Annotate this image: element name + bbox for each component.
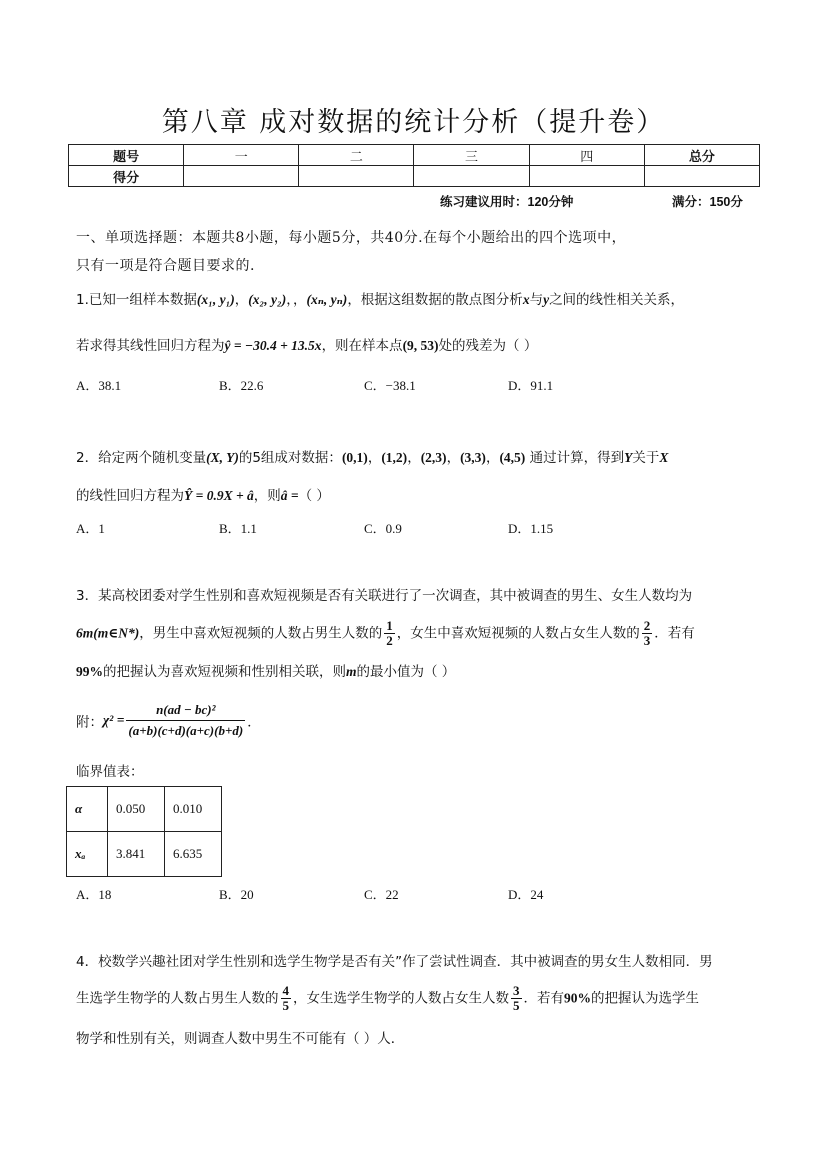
- q2-point: (1,2): [381, 450, 408, 465]
- q1-text: ，则在样本点: [321, 338, 403, 354]
- score-cell: [184, 166, 299, 187]
- q3-appendix: [76, 700, 261, 741]
- q1-math: (xₙ, yₙ): [306, 292, 348, 307]
- q1-line-1: [76, 288, 684, 308]
- q3-text: 的最小值为（ ）: [356, 664, 456, 680]
- q3-line-3: [76, 660, 455, 680]
- crit-value: 0.050: [108, 787, 165, 832]
- q2-option-a[interactable]: A．1: [76, 521, 105, 536]
- q2-math: (X, Y): [206, 450, 239, 465]
- q1-option-a[interactable]: A．38.1: [76, 378, 122, 393]
- fraction-denominator: 5: [513, 998, 520, 1013]
- q1-math: ŷ = −30.4 + 13.5x: [224, 338, 322, 353]
- q4-text: 的把握认为选学生: [591, 990, 699, 1007]
- q4-fraction: [281, 984, 292, 1013]
- q3-fraction: [642, 619, 653, 648]
- q2-text: 的5组成对数据：: [238, 450, 342, 466]
- q2-math: â =: [280, 488, 299, 503]
- q1-math: (x₁, y₁): [196, 292, 235, 307]
- score-row-label: 得分: [69, 166, 184, 187]
- score-header-cell: 总分: [644, 145, 759, 166]
- q2-math: X: [659, 450, 669, 465]
- q3-text: ．: [247, 714, 261, 731]
- crit-head: xₐ: [67, 832, 108, 877]
- q2-text: 通过计算，得到: [529, 450, 625, 466]
- q3-math: m: [346, 664, 357, 679]
- q2-line-1: [76, 446, 668, 466]
- fraction-denominator: 3: [643, 633, 651, 648]
- q2-text: ，则: [253, 488, 281, 504]
- q3-text: 附：: [76, 714, 103, 731]
- q1-text: 1.已知一组样本数据: [76, 292, 197, 308]
- q3-text: ．若有: [654, 625, 695, 642]
- crit-row: [67, 832, 222, 877]
- q1-option-d[interactable]: D．91.1: [508, 378, 554, 393]
- score-header-cell: 一: [184, 145, 299, 166]
- q2-point: (3,3): [460, 450, 486, 465]
- q3-fraction: [384, 619, 395, 648]
- score-cell: [414, 166, 529, 187]
- crit-value: 0.010: [165, 787, 222, 832]
- crit-label: 临界值表：: [76, 764, 144, 780]
- q1-math: y: [543, 292, 550, 307]
- fraction-numerator: 1: [386, 618, 393, 633]
- q3-option-c[interactable]: C．22: [364, 887, 399, 902]
- q1-math: (x₂, y₂): [248, 292, 287, 307]
- crit-value: 6.635: [165, 832, 222, 877]
- q1-text: 之间的线性相关关系，: [549, 292, 685, 308]
- q1-option-b[interactable]: B．22.6: [219, 378, 264, 393]
- q4-line-3: 物学和性别有关，则调查人数中男生不可能有（ ）人．: [76, 1031, 405, 1047]
- q4-text: ．若有: [523, 990, 564, 1007]
- q3-text: ，女生中喜欢短视频的人数占女生人数的: [396, 625, 640, 642]
- q1-text: 若求得其线性回归方程为: [76, 338, 225, 354]
- q4-math: 90%: [564, 990, 591, 1006]
- score-table-header-row: [69, 145, 760, 166]
- q4-fraction: [511, 984, 522, 1013]
- page-title: 第八章 成对数据的统计分析（提升卷）: [161, 107, 666, 138]
- section-intro-line: 一、单项选择题：本题共8小题，每小题5分，共40分.在每个小题给出的四个选项中，: [76, 230, 627, 246]
- q3-line-1: 3．某高校团委对学生性别和喜欢短视频是否有关联进行了一次调查，其中被调查的男生、女生人数均为: [76, 588, 693, 604]
- fraction-numerator: 4: [282, 983, 289, 998]
- q3-option-d[interactable]: D．24: [508, 887, 544, 902]
- q2-text: ，: [367, 450, 382, 466]
- q4-line-1: 4．校数学兴趣社团对学生性别和选学生物学是否有关”作了尝试性调查．其中被调查的男女生人数相同．男: [76, 954, 713, 970]
- q1-line-2: [76, 334, 537, 354]
- q1-text: 与: [529, 292, 544, 308]
- q2-text: ，: [485, 450, 500, 466]
- score-table-score-row: [69, 166, 760, 187]
- score-header-cell: 题号: [69, 145, 184, 166]
- q2-math: Y: [624, 450, 633, 465]
- q2-point: (2,3): [420, 450, 447, 465]
- q2-text: 关于: [632, 450, 660, 466]
- chi-square-formula: [126, 700, 245, 741]
- q3-line-2: [76, 619, 695, 648]
- score-cell: [644, 166, 759, 187]
- critical-value-table: [66, 786, 222, 877]
- q4-text: 生选学生物学的人数占男生人数的: [76, 990, 279, 1007]
- q2-point: (0,1): [341, 450, 368, 465]
- q3-math: 99%: [76, 664, 103, 679]
- q2-option-c[interactable]: C．0.9: [364, 521, 402, 536]
- time-hint: 练习建议用时：120分钟: [440, 195, 574, 209]
- fraction-denominator: (a+b)(c+d)(a+c)(b+d): [128, 723, 244, 738]
- q2-math: Ŷ = 0.9X + â: [184, 488, 254, 503]
- score-cell: [299, 166, 414, 187]
- score-header-cell: 三: [414, 145, 529, 166]
- q3-text: 的把握认为喜欢短视频和性别相关联，则: [103, 664, 346, 680]
- fraction-numerator: 2: [643, 618, 651, 633]
- score-header-cell: 二: [299, 145, 414, 166]
- full-score: 满分：150分: [672, 195, 743, 209]
- score-header-cell: 四: [529, 145, 644, 166]
- section-intro-line: 只有一项是符合题目要求的.: [76, 258, 255, 274]
- fraction-denominator: 2: [386, 633, 393, 648]
- fraction-numerator: 3: [513, 983, 520, 998]
- q2-text: （ ）: [298, 488, 330, 504]
- q3-text: ，男生中喜欢短视频的人数占男生人数的: [139, 625, 383, 642]
- q1-math: (9, 53): [402, 338, 439, 353]
- q1-option-c[interactable]: C．−38.1: [364, 378, 416, 393]
- q3-math: 6m(m∈N*): [76, 625, 140, 641]
- q1-text: ，根据这组数据的散点图分析: [347, 292, 523, 308]
- score-table: [68, 144, 760, 187]
- section-intro: [76, 224, 766, 280]
- fraction-denominator: 5: [282, 998, 289, 1013]
- crit-head: α: [67, 787, 108, 832]
- q2-option-b[interactable]: B．1.1: [219, 521, 257, 536]
- q4-text: ，女生选学生物学的人数占女生人数: [293, 990, 509, 1007]
- q2-line-2: [76, 484, 330, 504]
- q1-text: ，: [234, 292, 249, 308]
- q1-math: x: [522, 292, 530, 307]
- q3-option-b[interactable]: B．20: [219, 887, 254, 902]
- q4-line-2: [76, 984, 699, 1013]
- fraction-numerator: n(ad − bc)²: [126, 700, 245, 721]
- q2-point: (4,5): [499, 450, 526, 465]
- q3-option-a[interactable]: A．18: [76, 887, 112, 902]
- q1-text: 处的残差为（ ）: [438, 338, 538, 354]
- q2-text: 2．给定两个随机变量: [76, 450, 207, 466]
- crit-value: 3.841: [108, 832, 165, 877]
- q1-text: ，，: [286, 292, 307, 308]
- q2-text: ，: [446, 450, 461, 466]
- q2-text: 的线性回归方程为: [76, 488, 184, 504]
- q2-option-d[interactable]: D．1.15: [508, 521, 554, 536]
- q3-math: χ² =: [103, 712, 125, 728]
- crit-row: [67, 787, 222, 832]
- q2-text: ，: [407, 450, 421, 466]
- score-cell: [529, 166, 644, 187]
